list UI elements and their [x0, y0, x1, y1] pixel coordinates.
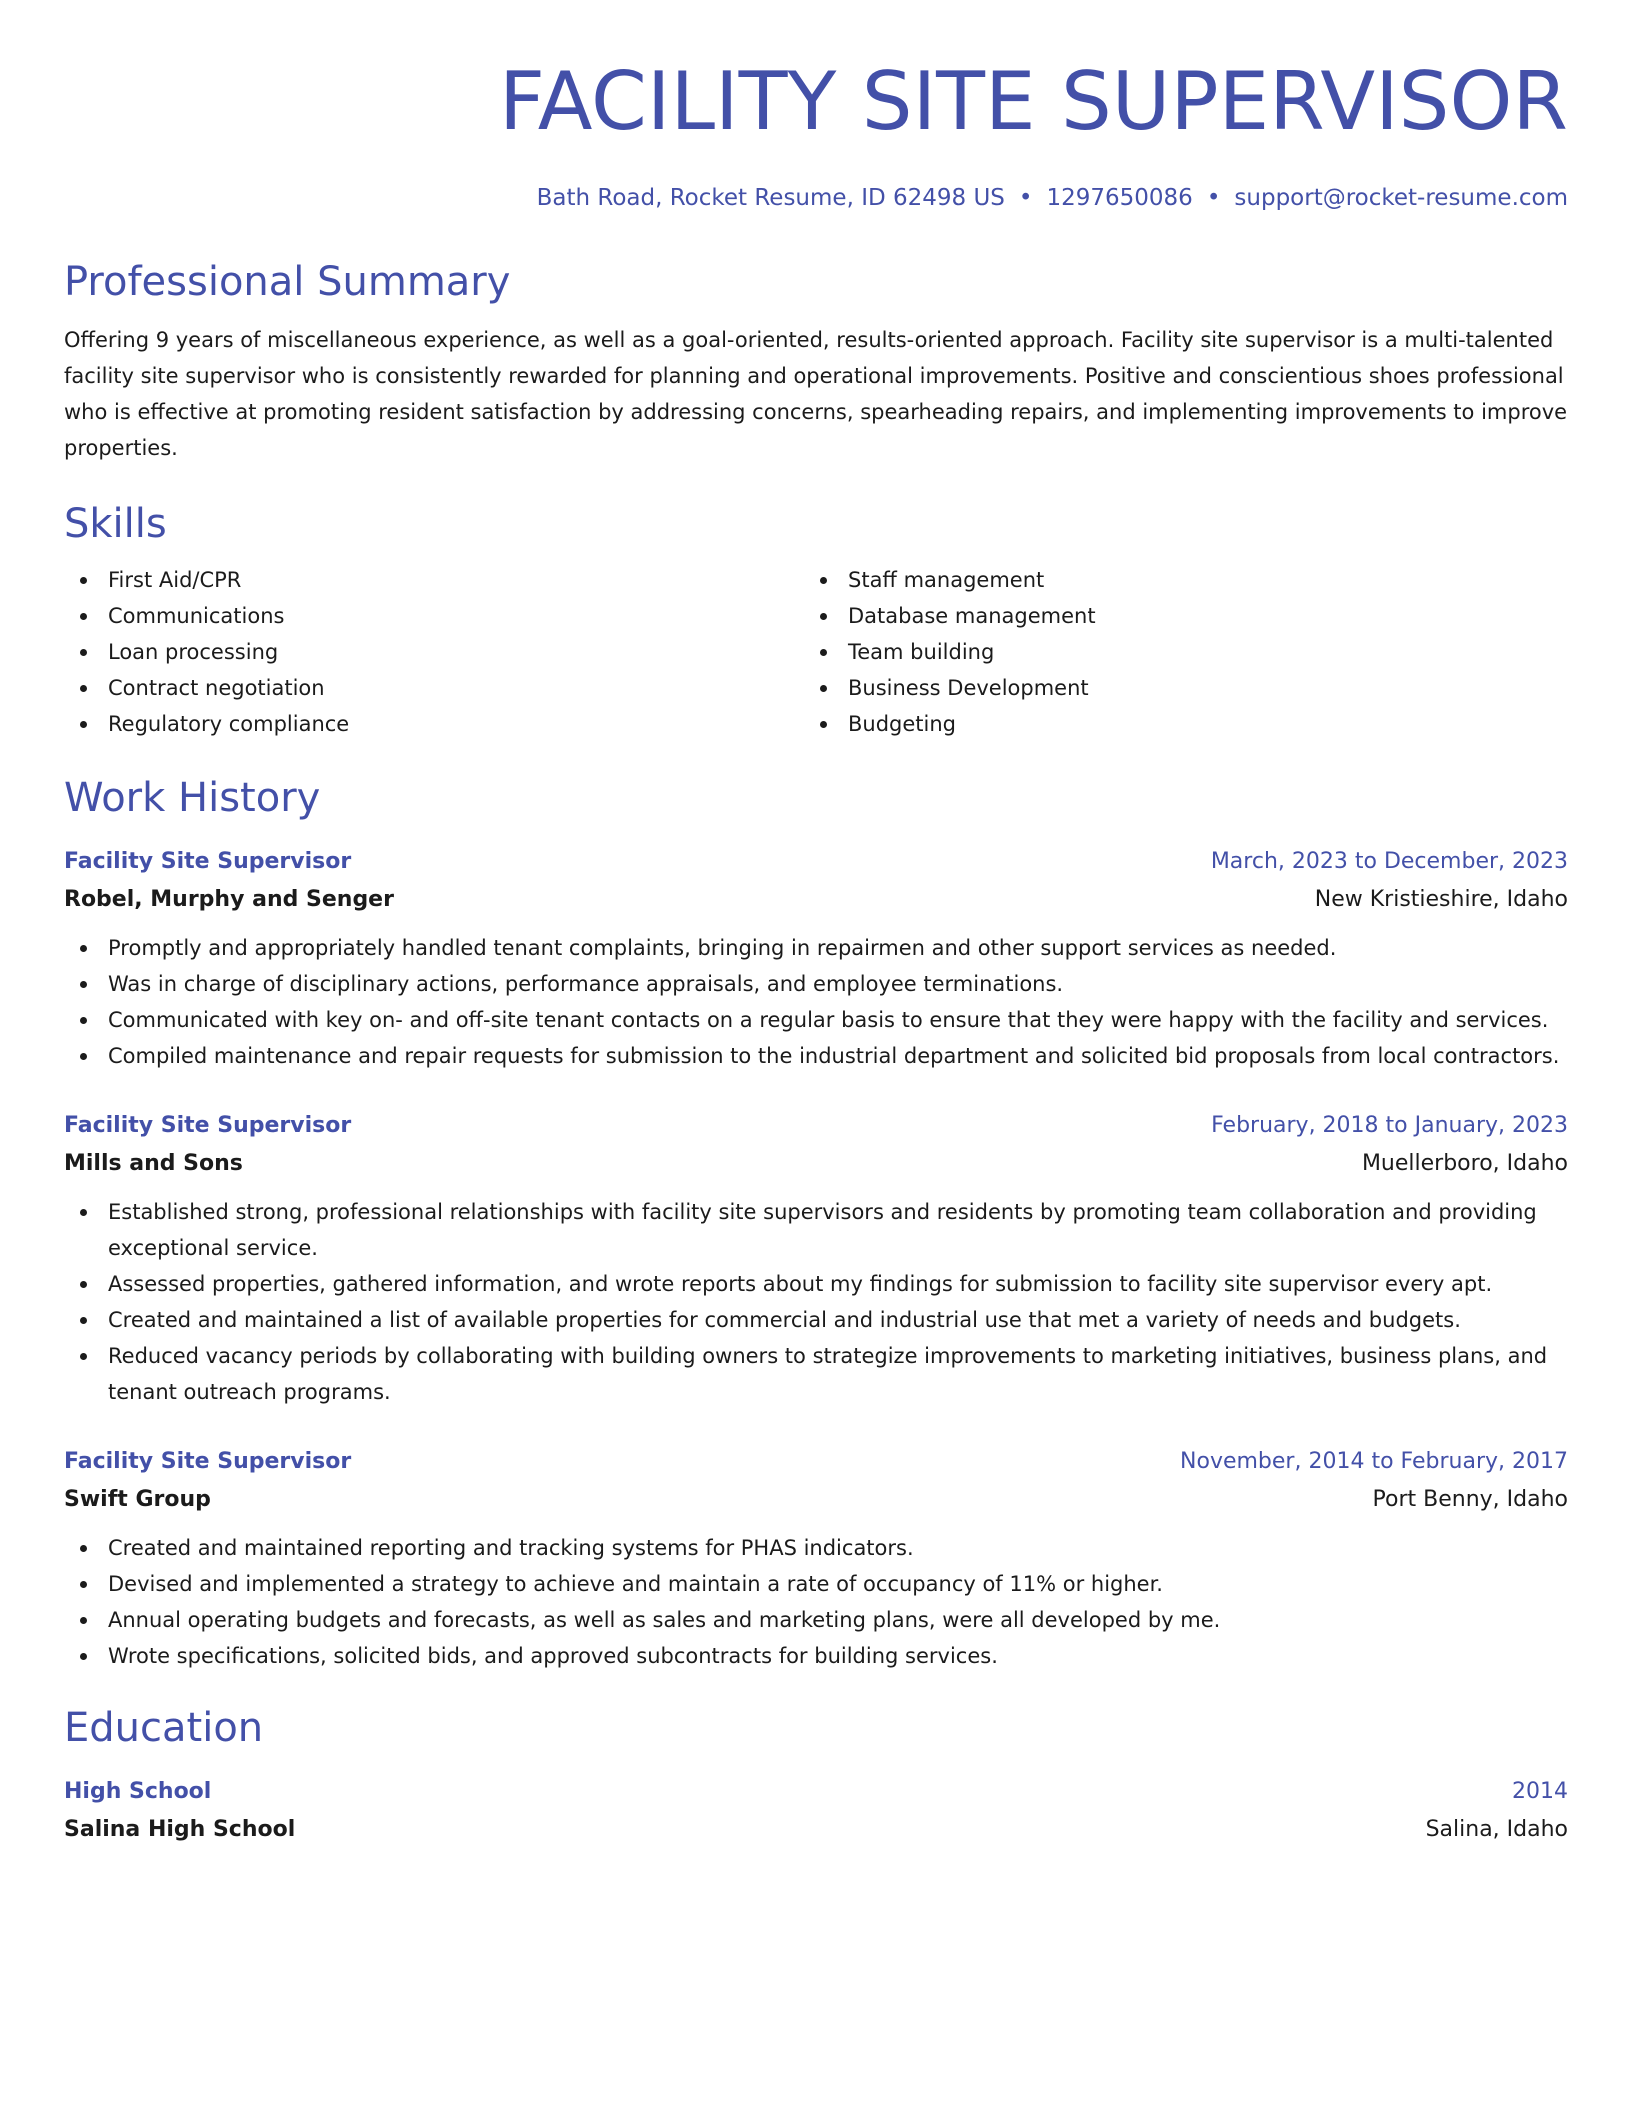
- work-history-heading: Work History: [64, 775, 321, 821]
- job-bullet: Created and maintained reporting and tracking systems for PHAS indicators.: [64, 1530, 1568, 1566]
- job-bullets: [64, 1530, 1568, 1674]
- education-degree: High School: [64, 1779, 212, 1804]
- education-heading: Education: [64, 1705, 264, 1751]
- job-company: Mills and Sons: [64, 1151, 243, 1176]
- summary-text: Offering 9 years of miscellaneous experience, as well as a goal-oriented, results-oriented approach. Facility site supervisor is a multi-talented facility site supervisor who is consistently rewarded for planning and operational improvements. Positive and conscientious shoes professional who is effective at promoting resident satisfaction by addressing concerns, spearheading repairs, and implementing improvements to improve properties.: [64, 328, 1568, 460]
- job-bullet: Promptly and appropriately handled tenant complaints, bringing in repairmen and other support services as needed.: [64, 930, 1568, 966]
- job-bullet: Reduced vacancy periods by collaborating with building owners to strategize improvements to marketing initiatives, business plans, and tenant outreach programs.: [64, 1338, 1568, 1410]
- contact-separator: •: [1206, 185, 1221, 211]
- job-header-row: [64, 1444, 1568, 1480]
- job-location: Muellerboro, Idaho: [1361, 1151, 1568, 1176]
- job-bullet: Established strong, professional relationships with facility site supervisors and residents by promoting team collaboration and providing exceptional service.: [64, 1194, 1568, 1266]
- job-company: Robel, Murphy and Senger: [64, 887, 394, 912]
- resume-header: [64, 0, 1568, 214]
- education-header-row: [64, 1774, 1568, 1810]
- education-entry: [64, 1774, 1568, 1850]
- skill-item: Staff management: [804, 562, 1096, 598]
- candidate-name: FACILITY SITE SUPERVISOR: [499, 55, 1568, 148]
- job-header-row: [64, 1108, 1568, 1144]
- job-bullet: Was in charge of disciplinary actions, performance appraisals, and employee terminations.: [64, 966, 1568, 1002]
- job-bullet: Compiled maintenance and repair requests for submission to the industrial department and solicited bid proposals from local contractors.: [64, 1038, 1568, 1074]
- job-dates: February, 2018 to January, 2023: [1211, 1113, 1568, 1138]
- job-title: Facility Site Supervisor: [64, 849, 352, 874]
- job-bullet: Communicated with key on- and off-site tenant contacts on a regular basis to ensure that they were happy with the facility and services.: [64, 1002, 1568, 1038]
- skill-item: Business Development: [804, 670, 1096, 706]
- education-year: 2014: [1512, 1779, 1568, 1804]
- job-bullet: Devised and implemented a strategy to achieve and maintain a rate of occupancy of 11% or higher.: [64, 1566, 1568, 1602]
- job-company-row: [64, 1144, 1568, 1184]
- summary-heading: Professional Summary: [64, 259, 511, 305]
- job-company-row: [64, 1480, 1568, 1520]
- skills-heading: Skills: [64, 501, 167, 547]
- skill-item: Communications: [64, 598, 804, 634]
- skills-column-right: [804, 562, 1096, 742]
- job-bullet: Wrote specifications, solicited bids, and approved subcontracts for building services.: [64, 1638, 1568, 1674]
- skills-column-left: [64, 562, 804, 742]
- contact-line: [64, 182, 1568, 214]
- job-title: Facility Site Supervisor: [64, 1113, 352, 1138]
- skill-item: Loan processing: [64, 634, 804, 670]
- job-company-row: [64, 880, 1568, 920]
- skill-item: Contract negotiation: [64, 670, 804, 706]
- skill-item: Database management: [804, 598, 1096, 634]
- job-bullets: [64, 930, 1568, 1074]
- job-header-row: [64, 844, 1568, 880]
- education-school-row: [64, 1810, 1568, 1850]
- job-dates: March, 2023 to December, 2023: [1210, 849, 1568, 874]
- skill-item: Regulatory compliance: [64, 706, 804, 742]
- job-entry: [64, 1108, 1568, 1410]
- skill-item: Team building: [804, 634, 1096, 670]
- education-location: Salina, Idaho: [1425, 1817, 1568, 1842]
- contact-email[interactable]: support@rocket-resume.com: [1234, 185, 1568, 211]
- job-bullet: Annual operating budgets and forecasts, as well as sales and marketing plans, were all developed by me.: [64, 1602, 1568, 1638]
- skills-list: [64, 562, 1568, 742]
- job-bullets: [64, 1194, 1568, 1410]
- job-entry: [64, 1444, 1568, 1674]
- job-dates: November, 2014 to February, 2017: [1180, 1449, 1568, 1474]
- education-school: Salina High School: [64, 1817, 296, 1842]
- contact-address: Bath Road, Rocket Resume, ID 62498 US: [536, 185, 1005, 211]
- job-bullet: Created and maintained a list of available properties for commercial and industrial use that met a variety of needs and budgets.: [64, 1302, 1568, 1338]
- skill-item: Budgeting: [804, 706, 1096, 742]
- job-bullet: Assessed properties, gathered information, and wrote reports about my findings for submission to facility site supervisor every apt.: [64, 1266, 1568, 1302]
- job-location: New Kristieshire, Idaho: [1314, 887, 1568, 912]
- job-entry: [64, 844, 1568, 1074]
- contact-separator: •: [1018, 185, 1033, 211]
- skill-item: First Aid/CPR: [64, 562, 804, 598]
- contact-phone: 1297650086: [1046, 185, 1193, 211]
- job-company: Swift Group: [64, 1487, 211, 1512]
- job-location: Port Benny, Idaho: [1372, 1487, 1568, 1512]
- job-title: Facility Site Supervisor: [64, 1449, 352, 1474]
